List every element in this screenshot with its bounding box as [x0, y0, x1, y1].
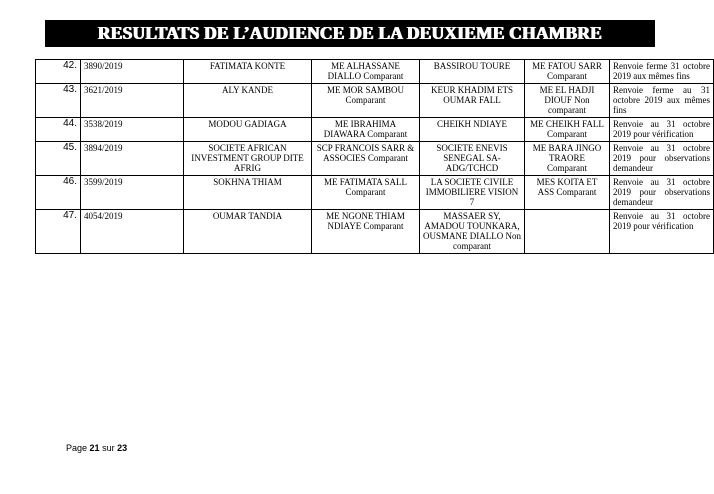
defendant-counsel: ME BARA JINGO TRAORE Comparant — [525, 142, 610, 176]
table-row — [36, 84, 714, 118]
plaintiff-counsel: ME IBRAHIMA DIAWARA Comparant — [312, 118, 420, 142]
plaintiff: SOCIETE AFRICAN INVESTMENT GROUP DITE AFRIG — [184, 142, 312, 176]
table-row — [36, 142, 714, 176]
defendant: LA SOCIETE CIVILE IMMOBILIERE VISION 7 — [420, 176, 525, 210]
page-footer — [66, 443, 127, 453]
defendant: SOCIETE ENEVIS SENEGAL SA-ADG/TCHCD — [420, 142, 525, 176]
defendant: KEUR KHADIM ETS OUMAR FALL — [420, 84, 525, 118]
defendant-counsel: MES KOITA ET ASS Comparant — [525, 176, 610, 210]
row-number: 43. — [36, 84, 81, 118]
defendant: BASSIROU TOURE — [420, 60, 525, 84]
table-row — [36, 176, 714, 210]
row-number: 42. — [36, 60, 81, 84]
decision: Renvoie au 31 octobre 2019 pour observations demandeur — [610, 142, 714, 176]
decision: Renvoie ferme 31 octobre 2019 aux mêmes fins — [610, 60, 714, 84]
defendant: MASSAER SY, AMADOU TOUNKARA, OUSMANE DIALLO Non comparant — [420, 210, 525, 254]
case-number: 3890/2019 — [81, 60, 184, 84]
plaintiff: SOKHNA THIAM — [184, 176, 312, 210]
case-number: 3599/2019 — [81, 176, 184, 210]
row-number: 47. — [36, 210, 81, 254]
plaintiff: ALY KANDE — [184, 84, 312, 118]
decision: Renvoie au 31 octobre 2019 pour vérification — [610, 210, 714, 254]
page-total: 23 — [117, 443, 128, 453]
plaintiff-counsel: ME NGONE THIAM NDIAYE Comparant — [312, 210, 420, 254]
page-label: Page — [66, 443, 88, 453]
defendant-counsel: ME EL HADJI DIOUF Non comparant — [525, 84, 610, 118]
page-title: RESULTATS DE L’AUDIENCE DE LA DEUXIEME CHAMBRE — [97, 23, 603, 43]
table-row — [36, 118, 714, 142]
row-number: 45. — [36, 142, 81, 176]
row-number: 44. — [36, 118, 81, 142]
title-banner — [45, 20, 655, 47]
plaintiff-counsel: ME FATIMATA SALL Comparant — [312, 176, 420, 210]
decision: Renvoie au 31 octobre 2019 pour vérification — [610, 118, 714, 142]
results-table — [35, 59, 714, 254]
table-row — [36, 60, 714, 84]
decision: Renvoie au 31 octobre 2019 pour observations demandeur — [610, 176, 714, 210]
plaintiff: OUMAR TANDIA — [184, 210, 312, 254]
case-number: 3621/2019 — [81, 84, 184, 118]
defendant-counsel: ME CHEIKH FALL Comparant — [525, 118, 610, 142]
defendant-counsel: ME FATOU SARR Comparant — [525, 60, 610, 84]
page-current: 21 — [89, 443, 100, 453]
plaintiff-counsel: ME MOR SAMBOU Comparant — [312, 84, 420, 118]
case-number: 4054/2019 — [81, 210, 184, 254]
results-body — [36, 60, 714, 254]
case-number: 3538/2019 — [81, 118, 184, 142]
plaintiff: MODOU GADIAGA — [184, 118, 312, 142]
defendant-counsel — [525, 210, 610, 254]
case-number: 3894/2019 — [81, 142, 184, 176]
page-separator: sur — [102, 443, 115, 453]
plaintiff-counsel: ME ALHASSANE DIALLO Comparant — [312, 60, 420, 84]
decision: Renvoie ferme au 31 octobre 2019 aux mêmes fins — [610, 84, 714, 118]
table-row — [36, 210, 714, 254]
row-number: 46. — [36, 176, 81, 210]
plaintiff: FATIMATA KONTE — [184, 60, 312, 84]
defendant: CHEIKH NDIAYE — [420, 118, 525, 142]
plaintiff-counsel: SCP FRANCOIS SARR & ASSOCIES Comparant — [312, 142, 420, 176]
